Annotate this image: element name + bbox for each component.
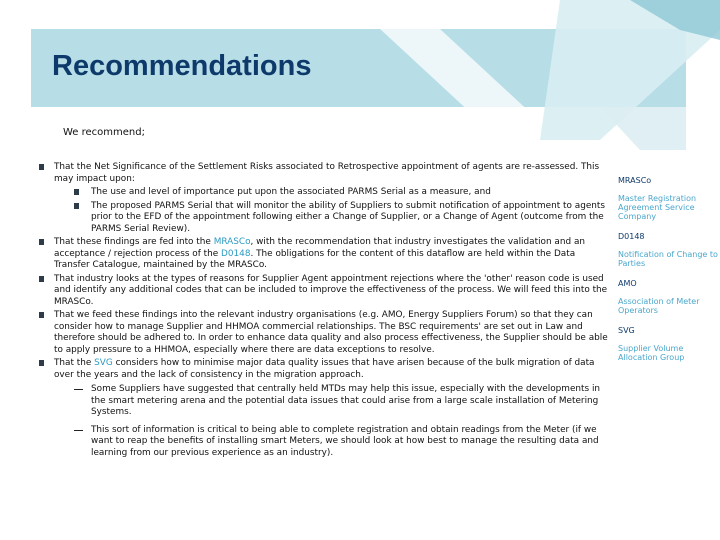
sub-item-text: The proposed PARMS Serial that will monitor the ability of Suppliers to submit notification of appointment to agents prior to the EFD of the appointment following either a Change of Supplier, or a Change of Agent (outcome from the PARMS Serial Review). [91,200,606,234]
item-text: . The obligations for the content of this dataflow are held within the Data Transfer Catalogue, maintained by the MRASCo. [54,248,576,270]
square-bullet-icon [74,203,79,209]
list-item [38,310,610,356]
glossary-term: MRASCo [618,176,652,185]
item-text: That we feed these findings into the relevant industry organisations (e.g. AMO, Energy Suppliers Forum) so that they can consider how to manage Supplier and HHMOA commercial relationships. The BSC requirements' are set out in Law and therefore should be adhered to. In order to enhance data quality and also process effectiveness, the Supplier should be able to apply pressure to a HHMOA, especially where there are data exceptions to resolve. [54,310,608,355]
list-item [38,358,610,459]
item-text: That the [54,358,95,368]
d0148-link[interactable]: D0148 [221,248,251,259]
page-title: Recommendations [52,50,312,82]
item-text: That the Net Significance of the Settlement Risks associated to Retrospective appointment of agents are re-assessed. This may impact upon: [54,162,600,184]
list-item [38,237,610,272]
square-bullet-icon [39,360,44,366]
item-text: , with the recommendation that industry investigates the validation and an acceptance / rejection process of the [54,237,586,259]
square-bullet-icon [39,276,44,282]
item-text: That industry looks at the types of reasons for Supplier Agent appointment rejections where the 'other' reason code is used and identify any additional codes that can be included to improve the effectiveness of the process. We will feed this into the MRASCo. [54,273,608,307]
mrasco-link[interactable]: MRASCo [213,237,251,247]
dash-bullet-icon [74,389,83,390]
glossary-definition: Association of Meter Operators [618,297,700,315]
glossary-term: SVG [618,326,635,335]
item-text: considers how to minimise major data quality issues that have arisen because of the bulk migration of data over the years and the lack of consistency in the migration approach. [54,358,595,380]
sub-list-item [54,425,610,460]
sub-list [54,187,610,235]
square-bullet-icon [39,239,44,245]
recommendations-list [38,162,610,465]
svg-link[interactable]: SVG [94,358,113,368]
sub-list-item [54,384,610,419]
glossary-term: D0148 [618,232,645,241]
square-bullet-icon [39,164,44,170]
glossary-definition: Notification of Change to Parties [618,250,718,268]
intro-text: We recommend; [63,127,145,138]
item-text: That these findings are fed into the [54,237,214,247]
sub-list [54,384,610,459]
glossary-term: AMO [618,279,637,288]
dash-bullet-icon [74,430,83,431]
sub-item-text: This sort of information is critical to being able to complete registration and obtain readings from the Meter (if we want to reap the benefits of installing smart Meters, we should look at how best to manage the resulting data and learning from our previous experience as an industry). [91,424,599,458]
list-item [38,274,610,309]
list-item [38,162,610,235]
sub-item-text: The use and level of importance put upon the associated PARMS Serial as a measure, and [91,187,491,197]
sub-list-item [54,187,610,199]
glossary-definition: Master Registration Agreement Service Company [618,194,697,221]
sub-list-item [54,201,610,236]
square-bullet-icon [74,189,79,195]
glossary-sidebar [618,176,718,362]
square-bullet-icon [39,312,44,318]
glossary-definition: Supplier Volume Allocation Group [618,344,685,362]
sub-item-text: Some Suppliers have suggested that centrally held MTDs may help this issue, especially with the developments in the smart metering arena and the potential data issues that could arise from a large scale installation of Metering Systems. [91,384,601,417]
